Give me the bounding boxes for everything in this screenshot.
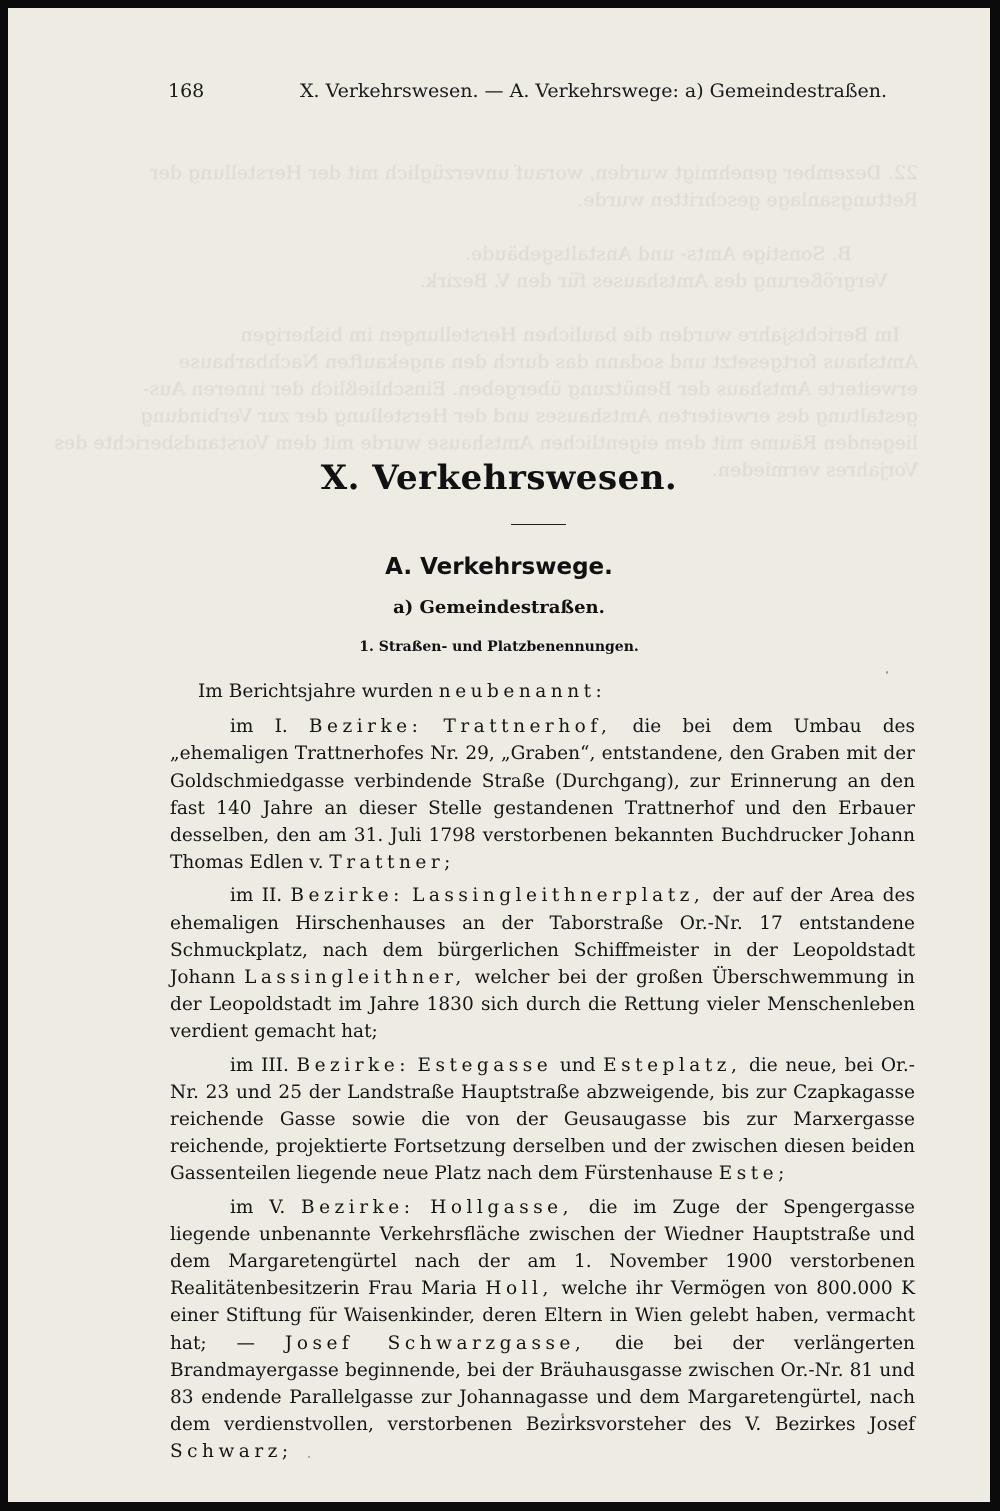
- entry-district-2: im II. Bezirke: Lassingleithnerplatz, der auf der Area des ehemaligen Hirschenhauses an der Taborstraße Or.-Nr. 17 entstandene Schmuckplatz, nach dem bürgerlichen Schiffmeister in der Leopoldstadt Johann Lassingleithner, welcher bei der großen Überschwemmung in der Leopoldstadt im Jahre 1830 sich durch die Rettung vieler Menschenleben verdient gemacht hat;: [170, 885, 915, 1043]
- title-divider: [511, 524, 566, 525]
- intro-paragraph: Im Berichtsjahre wurden neubenannt:: [198, 681, 607, 702]
- subheading: 1. Straßen- und Platzbenennungen.: [359, 639, 639, 655]
- show-through-text: 22. Dezember genehmigt wurden, worauf unverzüglich mit der Herstellung der Rettungsanlage geschritten wurde. B. Sonstige Amts- und Anstaltsgebäude. Vergrößerung des Amtshauses für den V. Bezirk. Im Berichtsjahre wurden die baulichen Herstellungen im bisherigen Amtshaus fortgesetzt und sodann das durch den angekauften Nachbarhause erweiterte Amtshaus der Benützung übergeben. Einschließlich der inneren Aus- gestaltung des erweiterten Amtshauses und der Herstellung der zur Verbindung liegenden Räume mit dem eigentlichen Amtshause wurde mit dem Vorstandsberichte des Vorjahres vermieden.: [54, 162, 918, 481]
- entry-district-3: im III. Bezirke: Estegasse und Esteplatz, die neue, bei Or.-Nr. 23 und 25 der Landstraße Hauptstraße abzweigende, bis zur Czapkagasse reichende Gasse sowie die von der Geusaugasse bis zur Marxergasse reichende, projektierte Fortsetzung derselben und der zwischen diesen beiden Gassenteilen liegende neue Platz nach dem Fürstenhause Este;: [170, 1054, 915, 1185]
- chapter-title: X. Verkehrswesen.: [320, 458, 678, 498]
- section-title: A. Verkehrswege.: [385, 554, 613, 580]
- scan-speck: [886, 671, 888, 674]
- entry-district-1: im I. Bezirke: Trattnerhof, die bei dem Umbau des „ehemaligen Trattnerhofes Nr. 29, „Graben“, entstandene, den Graben mit der Goldschmiedgasse verbindende Straße (Durchgang), zur Erinnerung an den fast 140 Jahre an dieser Stelle gestandenen Trattnerhof und den Erbauer desselben, den am 31. Juli 1798 verstorbenen bekannten Buchdrucker Johann Thomas Edlen v. Trattner;: [170, 716, 915, 874]
- subsection-title: a) Gemeindestraßen.: [393, 597, 605, 618]
- scan-speck: [308, 1456, 310, 1458]
- page-number: 168: [168, 80, 205, 102]
- body-text: [170, 678, 915, 1472]
- book-page: [8, 8, 990, 1502]
- scan-speck: [561, 1413, 564, 1416]
- entry-district-5: im V. Bezirke: Hollgasse, die im Zuge der Spengergasse liegende unbenannte Verkehrsfläche zwischen der Wiedner Hauptstraße und dem Margaretengürtel nach der am 1. November 1900 verstorbenen Realitätenbesitzerin Frau Maria Holl, welche ihr Vermögen von 800.000 K einer Stiftung für Waisenkinder, deren Eltern in Wien gelebt haben, vermacht hat; — Josef Schwarzgasse, die bei der verlängerten Brandmayergasse beginnende, bei der Bräuhausgasse zwischen Or.-Nr. 81 und 83 endende Parallelgasse zur Johannagasse und dem Margaretengürtel, nach dem verdienstvollen, verstorbenen Bezirksvorsteher des V. Bezirkes Josef Schwarz;: [170, 1196, 915, 1463]
- running-title: X. Verkehrswesen. — A. Verkehrswege: a) Gemeindestraßen.: [300, 80, 888, 102]
